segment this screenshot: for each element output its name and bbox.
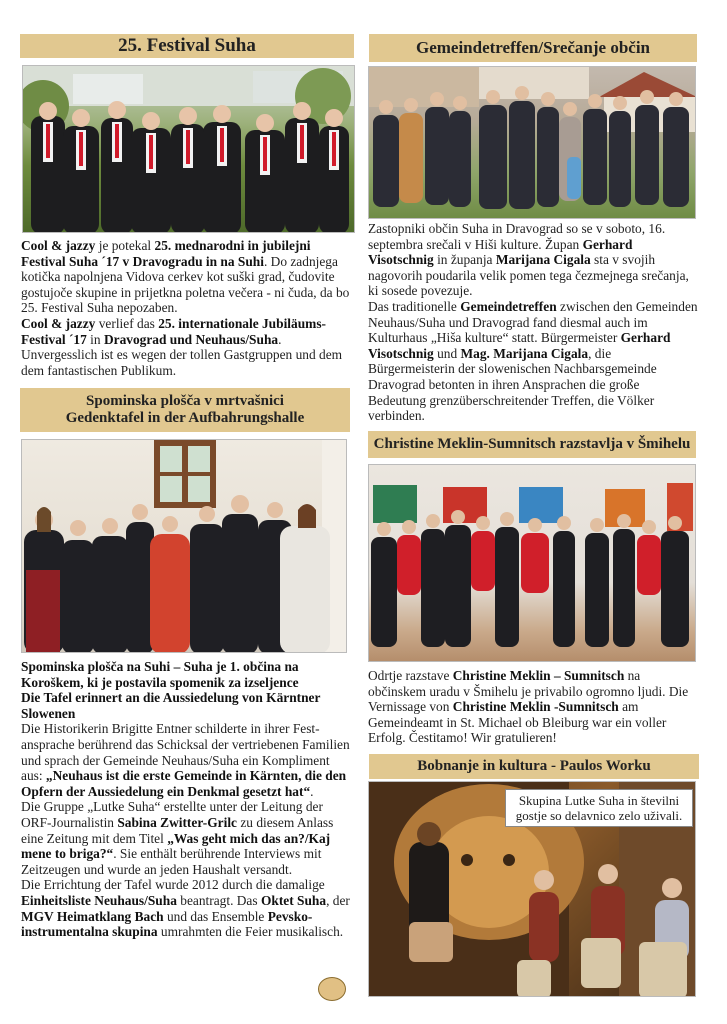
- gemeinde-text-3: sta v svojih nagovorih poudarila velik pomen tega čezmejnega srečanja, ki sosede povezuje.: [368, 252, 689, 299]
- gedenk-paragraph-2: [21, 799, 351, 877]
- meklin-text: [368, 668, 700, 746]
- festival-bold-3: Cool & jazzy: [21, 315, 96, 331]
- gedenk-text-1: Die Historikerin Brigitte Entner schilderte in ihrer Fest-ansprache berührend das Schicksal der vertriebenen Familien und sprach der Gemeinde Neuhaus/Suha ein Kompliment aus:: [21, 721, 350, 784]
- gedenk-header: [20, 388, 350, 432]
- gemeinde-bold-5: Mag. Marijana Cigala: [460, 345, 589, 361]
- gedenk-text-5: Die Errichtung der Tafel wurde 2012 durch die damalige: [21, 877, 325, 893]
- meklin-bold-2: Christine Meklin -Sumnitsch: [452, 699, 619, 715]
- gedenk-text-6: beantragt. Das: [176, 892, 261, 908]
- gedenk-paragraph-1: [21, 721, 351, 799]
- gedenk-text-7: , der: [326, 892, 350, 908]
- meklin-text-3: am Gemeindeamt in St. Michael ob Bleiburg war ein voller Erfolg. Čestitamo! Wir gratulieren!: [368, 699, 667, 746]
- festival-paragraph-german: [21, 316, 356, 378]
- meklin-bold-1: Christine Meklin – Sumnitsch: [452, 668, 625, 683]
- meklin-text-2: na občinskem uradu v Šmihelu je privabilo ogromno ljudi. Die Vernissage von: [368, 668, 689, 715]
- gedenk-text-8: und das Ensemble: [163, 908, 268, 924]
- bobnanje-caption: [505, 789, 693, 827]
- festival-bold-4: 25. internationale Jubiläums-Festival ´17: [21, 315, 326, 347]
- festival-photo: [22, 65, 355, 233]
- gedenk-quote: „Neuhaus ist die erste Gemeinde in Kärnten, die den Opfern der Aussiedelung ein Denkmal gesetzt hat“: [21, 768, 347, 799]
- gedenk-text-3: zu diesem Anlass eine Zeitung mit dem Titel: [21, 814, 334, 846]
- gedenk-bold-2: Die Tafel erinnert an die Aussiedelung von Kärntner Slowenen: [21, 690, 321, 721]
- gedenk-bold-1: Spominska plošča na Suhi – Suha je 1. občina na Koroškem, ki je postavila spomenik za izseljence: [21, 659, 299, 690]
- festival-header-text: 25. Festival Suha: [118, 35, 256, 57]
- meklin-header-text: Christine Meklin-Sumnitsch razstavlja v Šmihelu: [373, 435, 691, 452]
- gemeinde-photo: [368, 66, 696, 219]
- gemeinde-header: [369, 34, 697, 62]
- festival-bold-2: 25. mednarodni in jubilejni Festival Suha ´17 v Dravogradu in na Suhi: [21, 238, 311, 269]
- gemeinde-text-5: zwischen den Gemeinden Neuhaus/Suha und Dravograd fand diesmal auch im Kulturhaus „Hiša kulture“ statt. Bürgermeister: [368, 298, 698, 346]
- gedenk-bold-german: [21, 690, 351, 721]
- festival-text-4: in: [86, 331, 104, 347]
- festival-group-image: [23, 66, 355, 233]
- meklin-text-1: Odrtje razstave: [368, 668, 453, 683]
- gemeinde-paragraph-german: [368, 299, 700, 424]
- meklin-photo: [368, 464, 696, 662]
- bobnanje-header: [369, 754, 699, 779]
- gedenk-header-line-1: Spominska plošča v mrtvašnici: [86, 392, 284, 409]
- gemeinde-bold-3: Gemeindetreffen: [460, 298, 557, 314]
- gedenk-bold-8: Pevsko-instrumentalna skupina: [21, 908, 313, 940]
- gemeinde-bold-2: Marijana Cigala: [495, 252, 591, 268]
- gedenk-text-1-end: .: [310, 783, 314, 799]
- festival-text-5: . Unvergesslich ist es wegen der tollen Gastgruppen und dem dem fantastischen Publikum.: [21, 331, 343, 378]
- gedenk-header-line-2: Gedenktafel in der Aufbahrungshalle: [65, 410, 305, 426]
- gedenk-bold-5: Einheitsliste Neuhaus/Suha: [21, 892, 177, 908]
- gedenk-group-image: [22, 440, 347, 653]
- gedenk-text: [21, 659, 351, 940]
- gemeinde-text-1: Zastopniki občin Suha in Dravograd so se v soboto, 16. septembra srečali v Hiši kulture. Župan: [368, 221, 666, 252]
- gemeinde-paragraph-slovene: [368, 221, 700, 299]
- gedenk-bold-3: Sabina Zwitter-Grilc: [117, 814, 237, 830]
- gemeinde-text-6: und: [433, 345, 461, 361]
- gedenk-photo: [21, 439, 347, 653]
- festival-text-3: verlief das: [95, 315, 159, 331]
- gemeinde-text-4: Das traditionelle: [368, 298, 461, 314]
- festival-paragraph-slovene: [21, 238, 356, 316]
- festival-text: [21, 238, 356, 378]
- festival-bold-5: Dravograd und Neuhaus/Suha: [103, 331, 279, 347]
- page-number-dot: [318, 977, 346, 1001]
- festival-text-1: je potekal: [95, 238, 155, 253]
- gemeinde-text-2: in županja: [433, 252, 496, 268]
- gedenk-bold-7: MGV Heimatklang Bach: [21, 908, 164, 924]
- gedenk-bold-4: „Was geht mich das an?/Kaj mene to briga?“: [21, 830, 331, 862]
- gedenk-text-9: umrahmten die Feier musikalisch.: [157, 924, 344, 940]
- gedenk-text-4: . Sie enthält berührende Interviews mit Zeitzeugen und wurde an jeden Haushalt versandt.: [21, 846, 322, 877]
- gedenk-bold-6: Oktet Suha: [260, 892, 327, 908]
- gemeinde-bold-1: Gerhard Visotschnig: [368, 236, 633, 268]
- gedenk-bold-intro: [21, 659, 351, 690]
- gedenk-paragraph-3: [21, 877, 351, 939]
- gemeinde-group-image: [369, 67, 696, 219]
- festival-bold-1: Cool & jazzy: [21, 238, 96, 253]
- gedenk-text-2: Die Gruppe „Lutke Suha“ erstellte unter der Leitung der ORF-Journalistin: [21, 799, 323, 830]
- bobnanje-header-text: Bobnanje in kultura - Paulos Worku: [417, 757, 651, 774]
- festival-header: [20, 34, 354, 58]
- gemeinde-bold-4: Gerhard Visotschnig: [368, 330, 671, 361]
- festival-text-2: . Do zadnjega kotička napolnjena Vidova cerkev kot suški grad, čudovite gostujoče skupine in prijetkna poletna večera - ni čuda, da bo 25. Festival Suha nepozaben.: [21, 253, 350, 316]
- meklin-paragraph: [368, 668, 700, 746]
- gemeinde-text: [368, 221, 700, 424]
- meklin-header: [368, 431, 696, 458]
- gemeinde-header-text: Gemeindetreffen/Srečanje občin: [415, 38, 650, 58]
- gemeinde-text-7: , die Bürgermeisterin der slowenischen Nachbarsgemeinde Dravograd betonten in ihren Ansprachen die große Bedeutung grenzüberschreitender Treffen, die Völker verbinden.: [368, 345, 657, 424]
- meklin-group-image: [369, 465, 696, 662]
- bobnanje-caption-text: Skupina Lutke Suha in številni gostje so delavnico zelo uživali.: [515, 793, 683, 823]
